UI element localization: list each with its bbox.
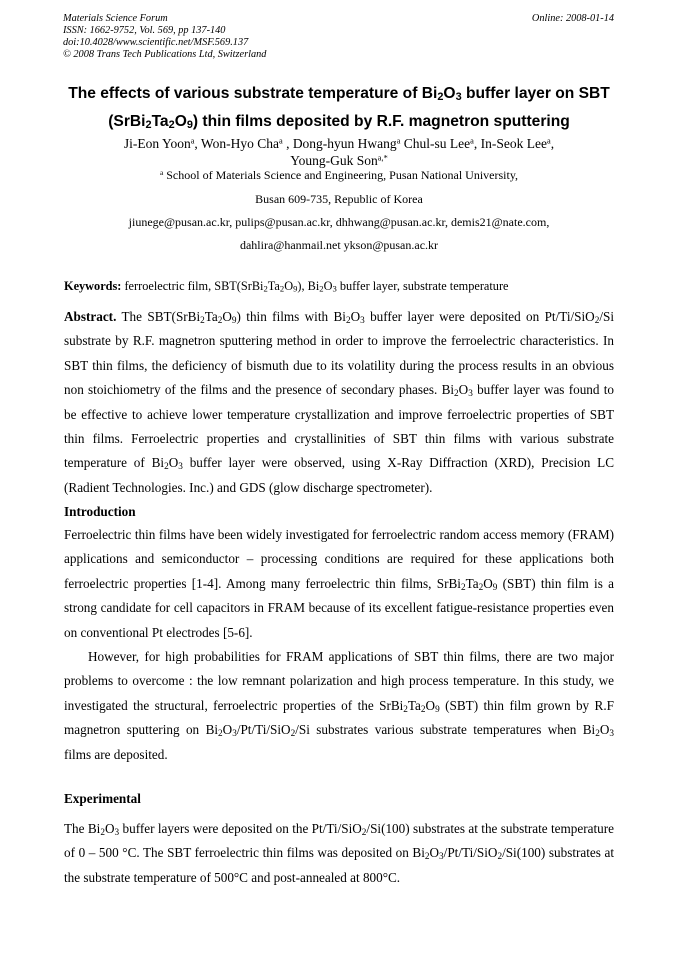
journal-name: Materials Science Forum — [63, 13, 168, 24]
online-date: Online: 2008-01-14 — [531, 13, 614, 24]
introduction-heading: Introduction — [64, 504, 136, 519]
abstract: Abstract. The $SBT(SrBi_2Ta_2O_9)$ thin films with $Bi_2O_3$ buffer layer were deposited on Pt/Ti/SiO$_2$/Si substrate by R.F. magnetron sputtering method in order to improve the ferroelectric characteristics. In SBT thin films, the deficiency of bismuth due to its volatility during the process results in an obvious non stoichiometry of the films and the presence of secondary phases. $Bi_2O_3$ buffer layer was found to be effective to achieve lower temperature crystallization and improve ferroelectric properties of SBT thin films. Ferroelectric properties and crystallinities of SBT thin films with various substrate temperature of $Bi_2O_3$ buffer layer were observed, using X-Ray Diffraction (XRD), Precision LC (Radient Technologies. Inc.) and GDS (glow discharge spectrometer). — [64, 309, 614, 495]
copyright-line: © 2008 Trans Tech Publications Ltd, Switzerland — [63, 49, 267, 60]
experimental-heading: Experimental — [64, 791, 141, 806]
doi-line: doi:10.4028/www.scientific.net/MSF.569.137 — [63, 37, 249, 48]
author-list: Ji-Eon Yoon$^a$, Won-Hyo Cha$^a$ , Dong-hyun Hwang$^a$ Chul-su Lee$^a$, In-Seok Lee$^a$, Young-Guk Son$^{a,*}$ — [123, 136, 555, 168]
introduction-paragraph-1: Ferroelectric thin films have been widely investigated for ferroelectric random access memory (FRAM) applications and semiconductor – processing conditions are required for these applications both ferroelectric properties [1-4]. Among many ferroelectric thin films, $SrBi_2Ta_2O_9$ (SBT) thin film is a strong candidate for cell capacitors in FRAM because of its excellent fatigue-resistance properties even on conventional Pt electrodes [5-6]. — [64, 527, 614, 640]
issn-line: ISSN: 1662-9752, Vol. 569, pp 137-140 — [63, 25, 226, 36]
experimental-paragraph: The $Bi_2O_3$ buffer layers were deposited on the Pt/Ti/SiO$_2$/Si(100) substrates at the substrate temperature of 0 – 500 °C. The SBT ferroelectric thin films was deposited on $Bi_2O_3/Pt/Ti/SiO_2/Si(100)$ substrates at the substrate temperature of 500°C and post-annealed at 800°C. — [64, 821, 614, 885]
author-emails: jiunege@pusan.ac.kr, pulips@pusan.ac.kr, dhhwang@pusan.ac.kr, demis21@nate.com, — [128, 215, 550, 229]
paper-title: The effects of various substrate temperature of $Bi_2O_3$ buffer layer on SBT $(SrBi_2Ta_2O_9)$ thin films deposited by R.F. magnetron sputtering — [68, 85, 610, 132]
affiliation-school: $^a$ School of Materials Science and Engineering, Pusan National University, — [159, 167, 519, 182]
page-header — [63, 13, 614, 61]
author-emails-cont: dahlira@hanmail.net ykson@pusan.ac.kr — [239, 238, 439, 252]
keywords: Keywords: ferroelectric film, $SBT(SrBi_2Ta_2O_9)$, $Bi_2O_3$ buffer layer, substrate temperature — [64, 279, 509, 294]
introduction-paragraph-2: However, for high probabilities for FRAM applications of SBT thin films, there are two major problems to overcome : the low remnant polarization and high process temperature. In this study, we investigated the structural, ferroelectric properties of the $SrBi_2Ta_2O_9$ (SBT) thin film grown by R.F magnetron sputtering on $Bi_2O_3/Pt/Ti/SiO_2/Si$ substrates various substrate temperatures when $Bi_2O_3$ films are deposited. — [64, 649, 614, 762]
affiliation-address: Busan 609-735, Republic of Korea — [255, 192, 423, 206]
